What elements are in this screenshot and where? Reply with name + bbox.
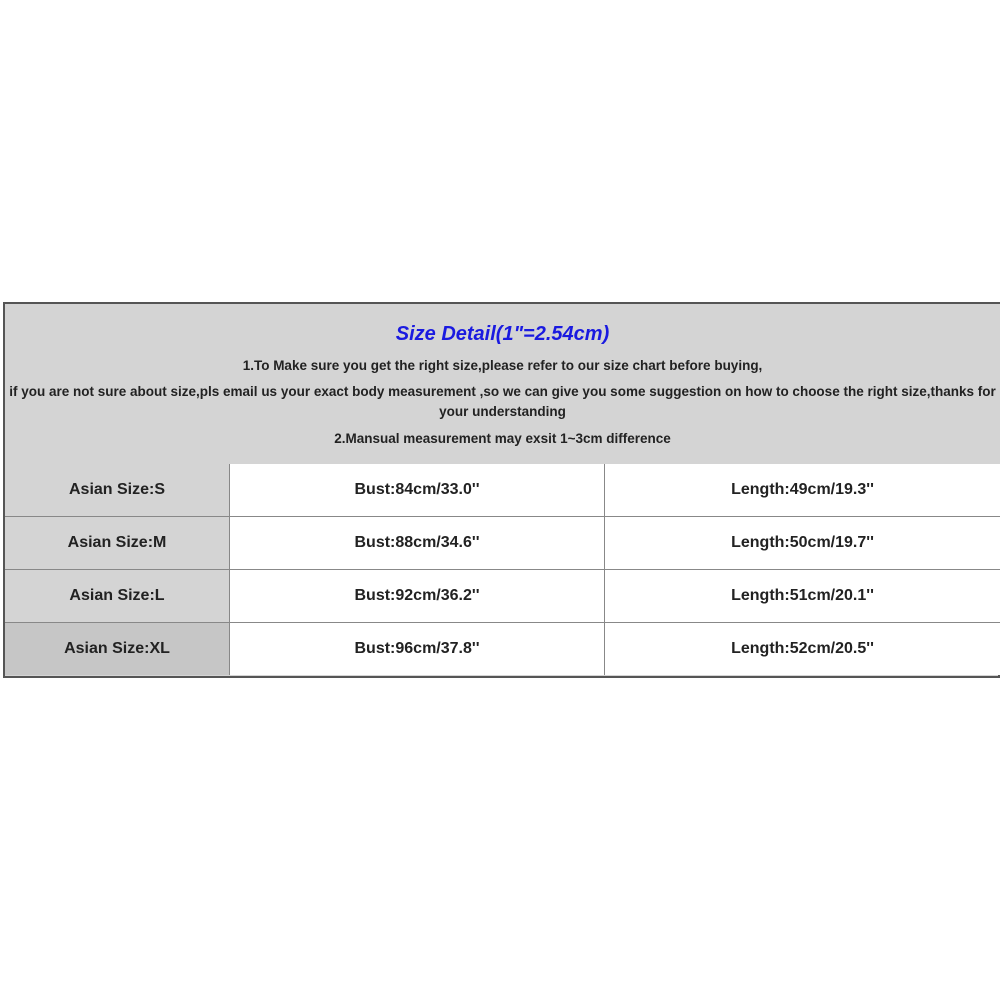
- chart-title: Size Detail(1"=2.54cm): [395, 323, 610, 345]
- bust-value: Bust:92cm/36.2'': [230, 570, 605, 623]
- length-value: Length:52cm/20.5'': [605, 623, 1000, 676]
- length-value: Length:49cm/19.3'': [605, 464, 1000, 517]
- bust-value: Bust:96cm/37.8'': [230, 623, 605, 676]
- table-row: [5, 517, 1000, 570]
- bust-value: Bust:84cm/33.0'': [230, 464, 605, 517]
- bust-value: Bust:88cm/34.6'': [230, 517, 605, 570]
- size-label: Asian Size:XL: [5, 623, 230, 676]
- size-label: Asian Size:L: [5, 570, 230, 623]
- size-label: Asian Size:S: [5, 464, 230, 517]
- size-note-1: 1.To Make sure you get the right size,please refer to our size chart before buying,: [242, 358, 763, 373]
- table-row: [5, 464, 1000, 517]
- length-value: Length:50cm/19.7'': [605, 517, 1000, 570]
- size-note-3: 2.Mansual measurement may exsit 1~3cm difference: [334, 431, 671, 446]
- size-chart-header: [5, 304, 1000, 466]
- table-row: [5, 570, 1000, 623]
- size-note-2: if you are not sure about size,pls email us your exact body measurement ,so we can give you some suggestion on how to choose the right size,thanks for your understanding: [9, 384, 996, 419]
- table-row: [5, 623, 1000, 676]
- size-label: Asian Size:M: [5, 517, 230, 570]
- size-chart: [3, 302, 1000, 678]
- size-table: [5, 464, 1000, 675]
- length-value: Length:51cm/20.1'': [605, 570, 1000, 623]
